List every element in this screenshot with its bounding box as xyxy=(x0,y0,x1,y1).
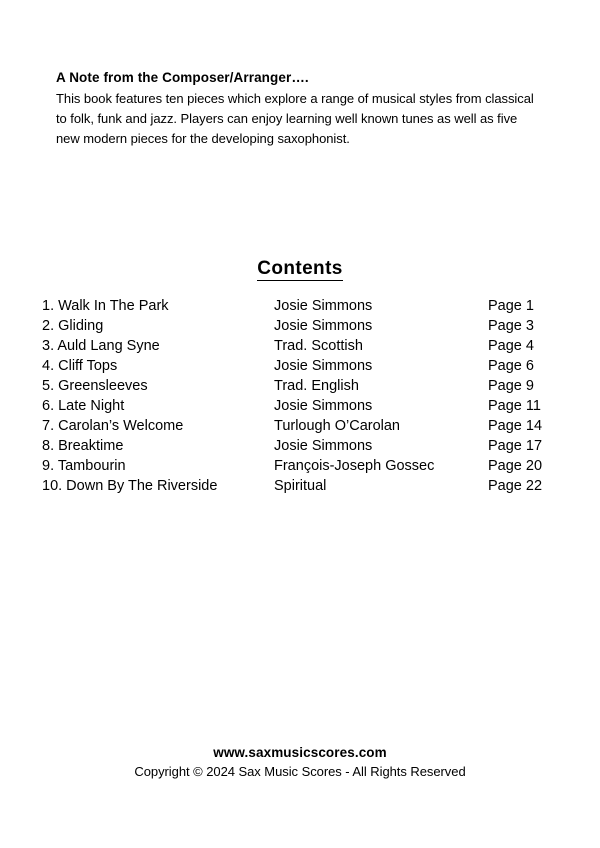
toc-piece-title: 5. Greensleeves xyxy=(42,378,148,394)
toc-piece-title: 8. Breaktime xyxy=(42,438,124,454)
toc-page-number: Page 3 xyxy=(488,318,534,334)
footer-website: www.saxmusicscores.com xyxy=(213,745,387,760)
composer-note-title: A Note from the Composer/Arranger…. xyxy=(56,70,309,85)
contents-heading-text: Contents xyxy=(257,258,343,279)
toc-composer: François-Joseph Gossec xyxy=(274,458,435,474)
toc-page-number: Page 4 xyxy=(488,338,534,354)
table-of-contents xyxy=(42,296,562,496)
toc-page-number: Page 1 xyxy=(488,298,534,314)
composer-note-body: This book features ten pieces which explore a range of musical styles from classical to folk, funk and jazz. Players can enjoy learning well known tunes as well as five new modern pieces for the developing saxophonist. xyxy=(56,91,534,147)
page-footer xyxy=(0,745,600,779)
toc-row xyxy=(42,416,562,436)
toc-page-number: Page 22 xyxy=(488,478,543,494)
toc-composer: Spiritual xyxy=(274,478,327,494)
toc-piece-title: 1. Walk In The Park xyxy=(42,298,169,314)
toc-composer: Josie Simmons xyxy=(274,398,373,414)
toc-row xyxy=(42,476,562,496)
toc-composer: Josie Simmons xyxy=(274,438,373,454)
toc-page-number: Page 14 xyxy=(488,418,543,434)
toc-row xyxy=(42,396,562,416)
toc-page-number: Page 9 xyxy=(488,378,534,394)
toc-row xyxy=(42,356,562,376)
toc-composer: Josie Simmons xyxy=(274,358,373,374)
toc-page-number: Page 20 xyxy=(488,458,543,474)
toc-piece-title: 9. Tambourin xyxy=(42,458,126,474)
toc-row xyxy=(42,296,562,316)
contents-heading xyxy=(0,258,600,280)
toc-composer: Trad. English xyxy=(274,378,359,394)
toc-page-number: Page 17 xyxy=(488,438,543,454)
toc-piece-title: 4. Cliff Tops xyxy=(42,358,118,374)
toc-row xyxy=(42,436,562,456)
toc-piece-title: 7. Carolan’s Welcome xyxy=(42,418,184,434)
toc-composer: Josie Simmons xyxy=(274,318,373,334)
footer-copyright: Copyright © 2024 Sax Music Scores - All Rights Reserved xyxy=(134,764,466,779)
toc-piece-title: 6. Late Night xyxy=(42,398,125,414)
toc-composer: Trad. Scottish xyxy=(274,338,363,354)
toc-page-number: Page 11 xyxy=(488,398,541,414)
toc-page-number: Page 6 xyxy=(488,358,534,374)
toc-row xyxy=(42,376,562,396)
toc-piece-title: 3. Auld Lang Syne xyxy=(42,338,160,354)
toc-piece-title: 2. Gliding xyxy=(42,318,104,334)
toc-row xyxy=(42,336,562,356)
toc-composer: Turlough O’Carolan xyxy=(274,418,400,434)
toc-composer: Josie Simmons xyxy=(274,298,373,314)
toc-row xyxy=(42,316,562,336)
toc-piece-title: 10. Down By The Riverside xyxy=(42,478,218,494)
toc-row xyxy=(42,456,562,476)
composer-note xyxy=(56,68,544,149)
